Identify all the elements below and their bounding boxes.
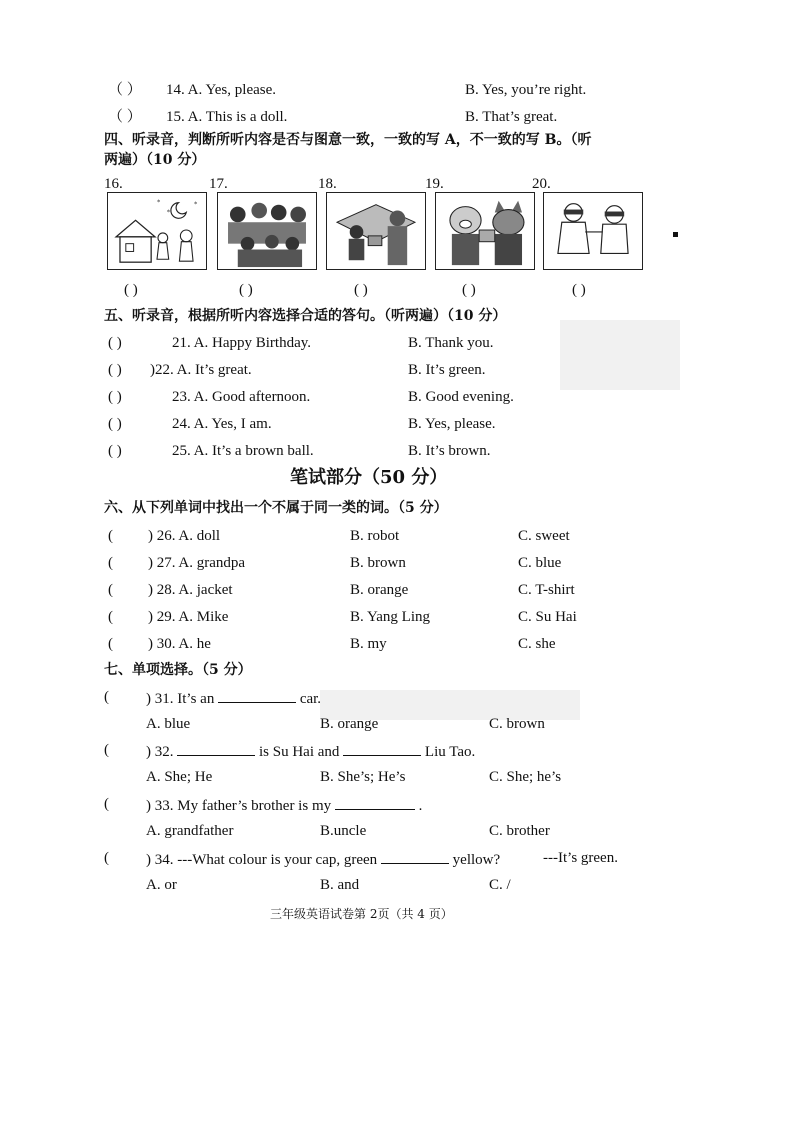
q30-option-a: ) 30. A. he: [148, 636, 211, 652]
answer-paren: (: [108, 636, 113, 652]
q26-option-b: B. robot: [350, 528, 400, 544]
q32-option-c: C. She; he’s: [489, 769, 562, 785]
q15-option-b: B. That’s great.: [465, 109, 558, 125]
q23-option-b: B. Good evening.: [408, 389, 514, 405]
q34-reply: ---It’s green.: [543, 850, 618, 866]
fill-blank: [343, 743, 421, 756]
q28-option-b: B. orange: [350, 582, 409, 598]
q33-stem-text: ) 33. My father’s brother is my: [146, 798, 332, 814]
section7-heading: 七、单项选择。（5 分）: [104, 662, 252, 678]
q26-option-a: ) 26. A. doll: [148, 528, 221, 544]
q34-stem-text: ) 34. ---What colour is your cap, green: [146, 852, 378, 868]
answer-paren: ( ): [572, 282, 586, 298]
q30-option-c: C. she: [518, 636, 556, 652]
q28-option-c: C. T-shirt: [518, 582, 575, 598]
answer-paren: （ ）: [108, 109, 142, 125]
q33-option-b: B.uncle: [320, 823, 367, 839]
answer-paren: (: [108, 555, 113, 571]
answer-paren: （ ）: [108, 82, 142, 98]
q34-option-b: B. and: [320, 877, 360, 893]
q21-option-b: B. Thank you.: [408, 335, 494, 351]
section5-heading: 五、听录音，根据所听内容选择合适的答句。（听两遍）（10 分）: [104, 308, 507, 324]
q31-option-c: C. brown: [489, 716, 545, 732]
answer-paren: ( ): [108, 362, 122, 378]
svg-text:*: *: [157, 199, 161, 207]
q32-stem: [146, 743, 475, 760]
q15-option-a: 15. A. This is a doll.: [166, 109, 288, 125]
q33-option-a: A. grandfather: [146, 823, 234, 839]
answer-paren: ( ): [239, 282, 253, 298]
q23-option-a: 23. A. Good afternoon.: [172, 389, 311, 405]
answer-paren: (: [108, 528, 113, 544]
q28-option-a: ) 28. A. jacket: [148, 582, 233, 598]
scan-dot-mark: [673, 232, 678, 237]
picture-number: 16.: [104, 176, 123, 192]
answer-paren: (: [108, 582, 113, 598]
answer-paren: (: [108, 609, 113, 625]
q22-option-b: B. It’s green.: [408, 362, 486, 378]
q25-option-a: 25. A. It’s a brown ball.: [172, 443, 314, 459]
written-part-heading: 笔试部分（50 分）: [290, 467, 448, 488]
q27-option-b: B. brown: [350, 555, 406, 571]
q34-stem: [146, 851, 500, 868]
girls-masks-picture: [543, 192, 643, 270]
q31-option-b: B. orange: [320, 716, 379, 732]
picture-number: 17.: [209, 176, 228, 192]
q32-option-a: A. She; He: [146, 769, 213, 785]
answer-paren: ( ): [124, 282, 138, 298]
q24-option-a: 24. A. Yes, I am.: [172, 416, 272, 432]
q24-option-b: B. Yes, please.: [408, 416, 496, 432]
q32-stem-text: ) 32.: [146, 744, 174, 760]
section4-heading-cont: 两遍）（10 分）: [104, 152, 206, 168]
q26-option-c: C. sweet: [518, 528, 570, 544]
pig-cat-picture: [435, 192, 535, 270]
scan-smudge: [560, 320, 680, 390]
answer-paren: ( ): [108, 416, 122, 432]
q32-stem-mid: is Su Hai and: [259, 744, 340, 760]
q32-option-b: B. She’s; He’s: [320, 769, 406, 785]
section4-heading: 四、听录音，判断所听内容是否与图意一致，一致的写 A，不一致的写 B。（听: [104, 132, 592, 148]
q34-option-c: C. /: [489, 877, 511, 893]
svg-text:*: *: [166, 209, 171, 217]
q30-option-b: B. my: [350, 636, 387, 652]
q14-option-a: 14. A. Yes, please.: [166, 82, 277, 98]
fill-blank: [177, 743, 255, 756]
answer-paren: (: [104, 850, 109, 866]
q27-option-c: C. blue: [518, 555, 562, 571]
q34-stem-end: yellow?: [452, 852, 501, 868]
q31-option-a: A. blue: [146, 716, 191, 732]
q31-stem: [146, 690, 321, 707]
fill-blank: [218, 690, 296, 703]
q33-stem: [146, 797, 422, 814]
q14-option-b: B. Yes, you’re right.: [465, 82, 587, 98]
q22-option-a: )22. A. It’s great.: [150, 362, 252, 378]
q33-option-c: C. brother: [489, 823, 550, 839]
answer-paren: ( ): [462, 282, 476, 298]
q29-option-c: C. Su Hai: [518, 609, 577, 625]
q31-stem-text: ) 31. It’s an: [146, 691, 215, 707]
answer-paren: (: [104, 796, 109, 812]
child-gift-picture: [326, 192, 426, 270]
fill-blank: [335, 797, 415, 810]
q34-option-a: A. or: [146, 877, 177, 893]
house-children-moon-picture: [107, 192, 207, 270]
q25-option-b: B. It’s brown.: [408, 443, 491, 459]
answer-paren: ( ): [108, 335, 122, 351]
section6-heading: 六、从下列单词中找出一个不属于同一类的词。（5 分）: [104, 500, 448, 516]
svg-text:*: *: [194, 201, 198, 209]
answer-paren: ( ): [108, 389, 122, 405]
family-photo-picture: [217, 192, 317, 270]
q21-option-a: 21. A. Happy Birthday.: [172, 335, 312, 351]
answer-paren: ( ): [108, 443, 122, 459]
answer-paren: ( ): [354, 282, 368, 298]
answer-paren: (: [104, 742, 109, 758]
picture-number: 20.: [532, 176, 551, 192]
fill-blank: [381, 851, 449, 864]
q29-option-b: B. Yang Ling: [350, 609, 431, 625]
picture-number: 18.: [318, 176, 337, 192]
q31-stem-end: car.: [299, 691, 322, 707]
picture-number: 19.: [425, 176, 444, 192]
q33-stem-end: .: [418, 798, 423, 814]
q32-stem-end: Liu Tao.: [424, 744, 476, 760]
page-footer: 三年级英语试卷第 2页（共 4 页）: [270, 907, 453, 921]
answer-paren: (: [104, 689, 109, 705]
q27-option-a: ) 27. A. grandpa: [148, 555, 246, 571]
q29-option-a: ) 29. A. Mike: [148, 609, 229, 625]
